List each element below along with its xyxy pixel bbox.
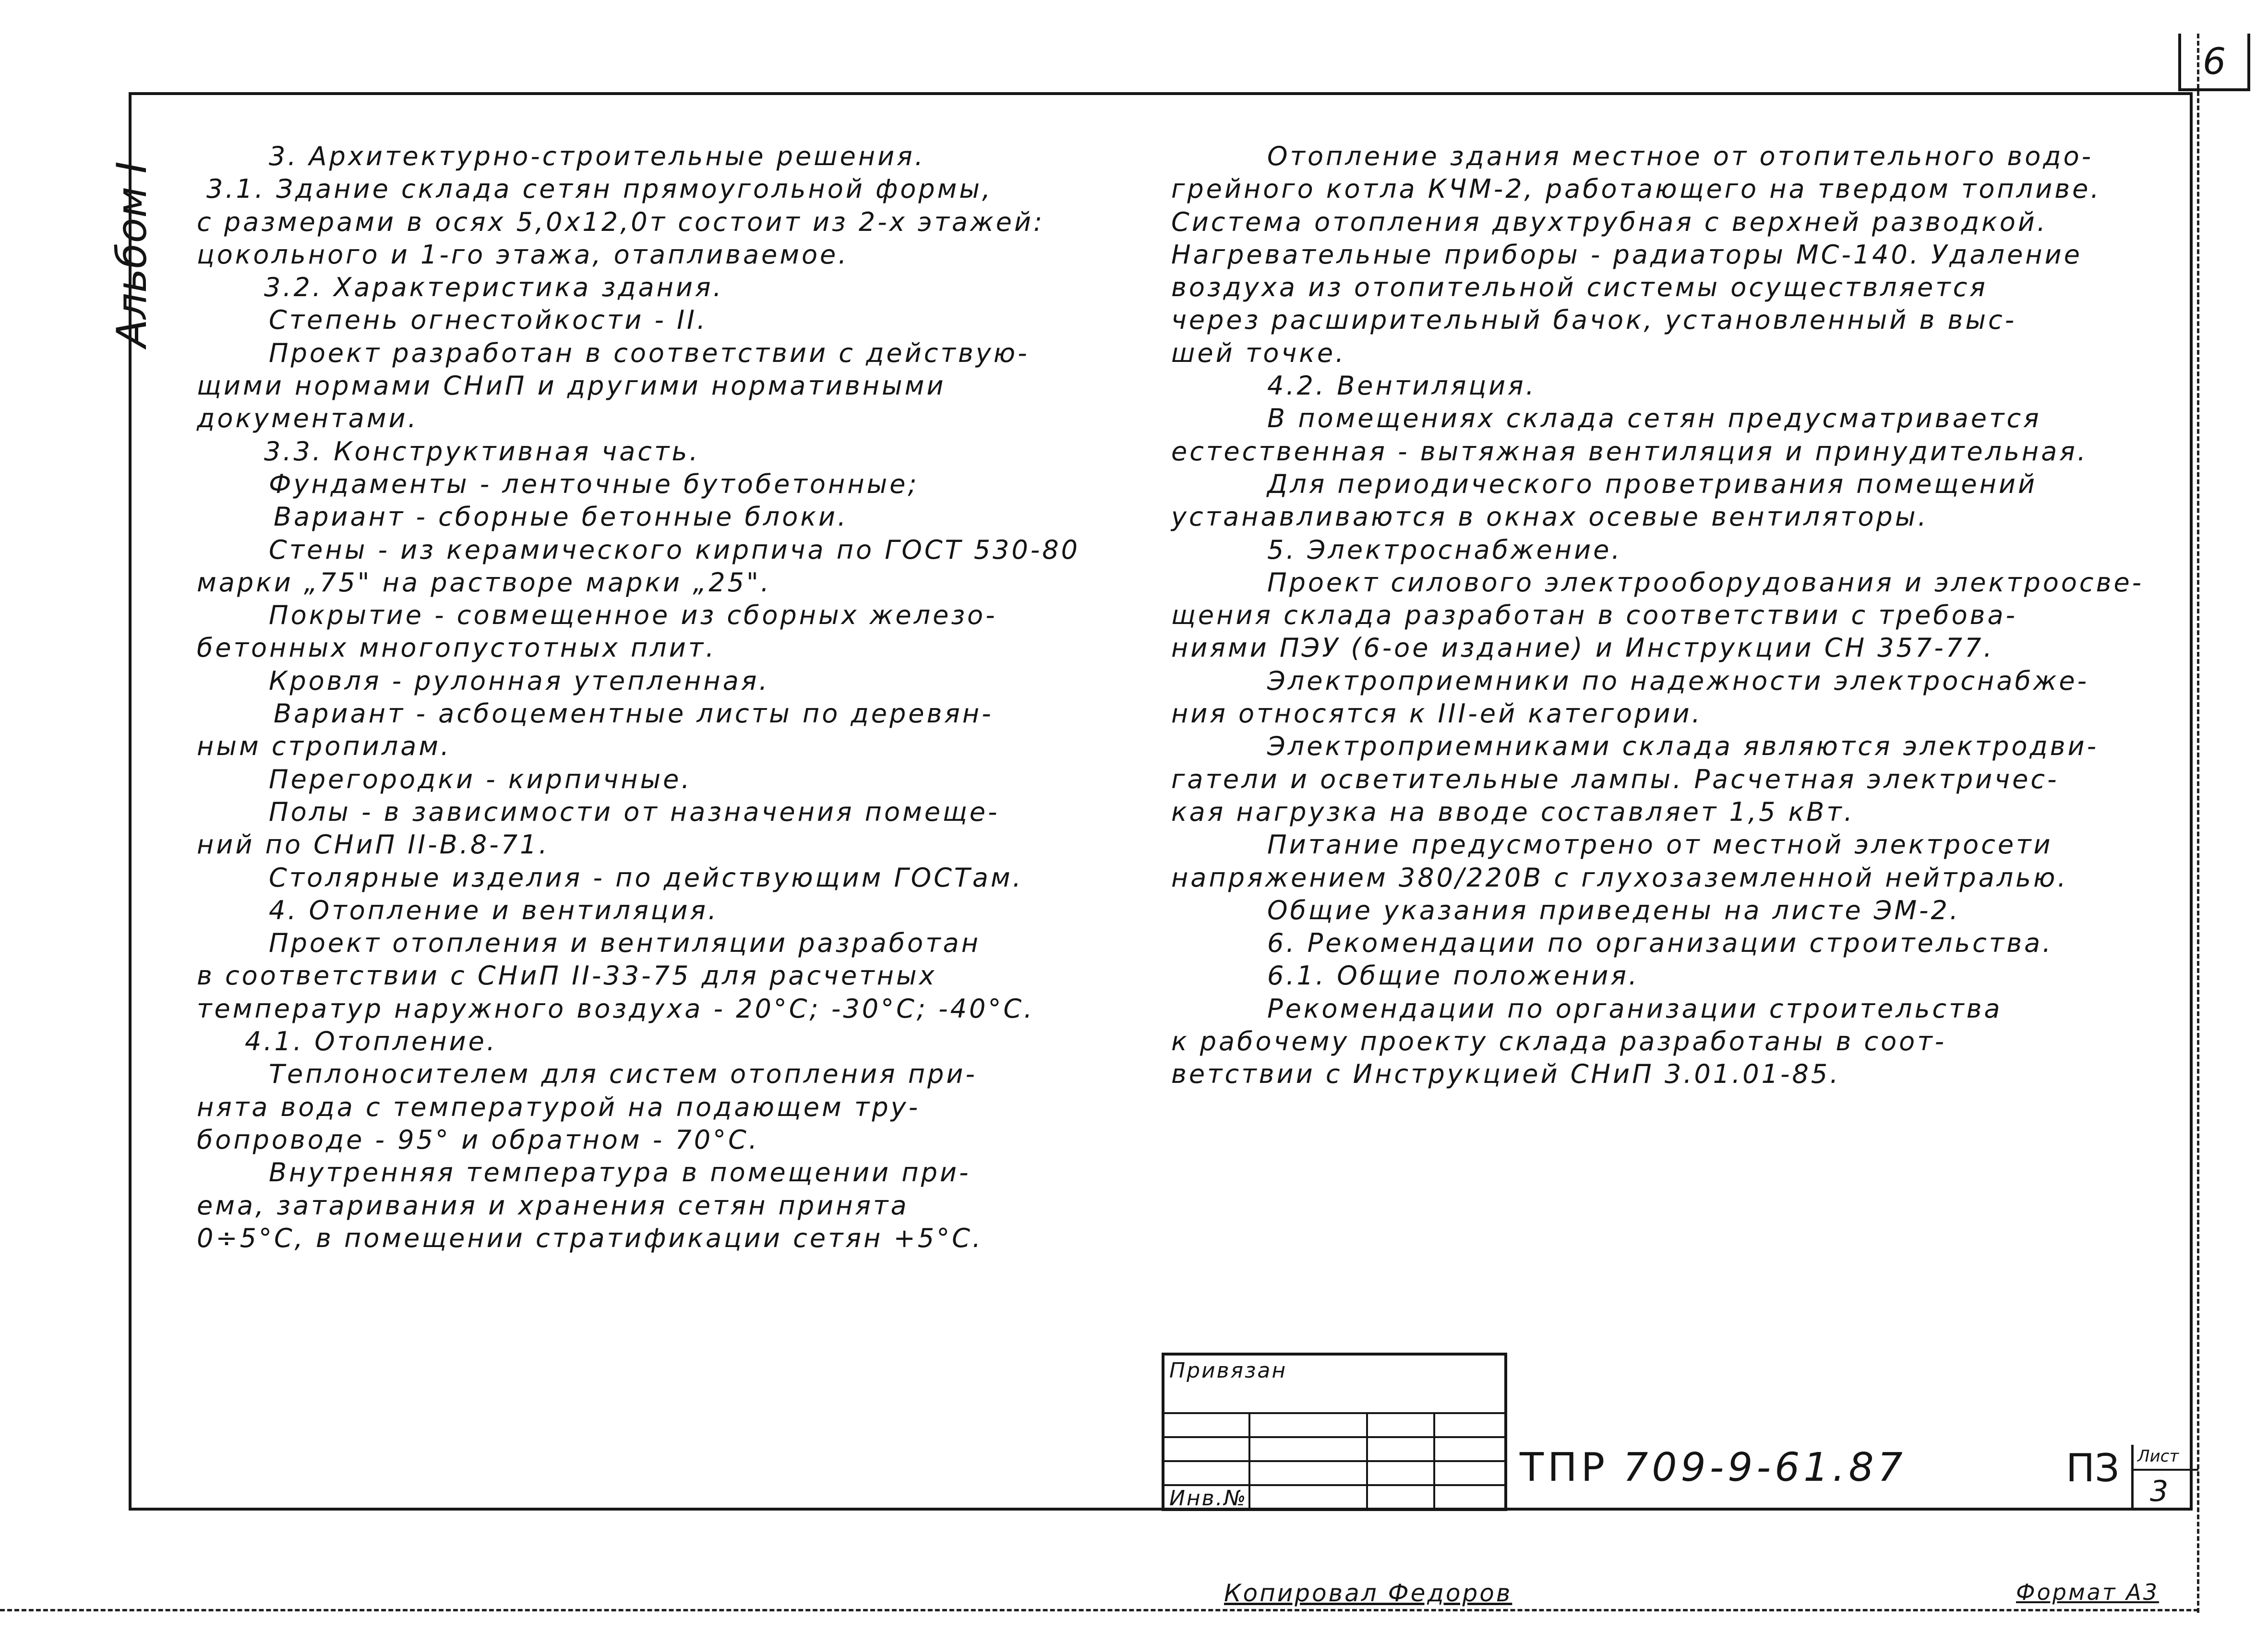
stamp-row-line: [1164, 1460, 1504, 1462]
text-line: 4. Отопление и вентиляция.: [269, 895, 719, 925]
text-line: 4.2. Вентиляция.: [1267, 371, 1536, 401]
text-line: 4.1. Отопление.: [245, 1026, 498, 1057]
paper-format: Формат А3: [2016, 1579, 2159, 1605]
text-line: Проект разработан в соответствии с действую-: [269, 337, 1030, 368]
text-line: цокольного и 1-го этажа, отапливаемое.: [197, 239, 849, 270]
text-line: Проект отопления и вентиляции разработан: [269, 928, 981, 959]
album-label: [110, 154, 154, 355]
text-line: щими нормами СНиП и другими нормативными: [197, 371, 946, 401]
text-line: шей точке.: [1171, 337, 1346, 368]
sheet-box-divider: [2134, 1469, 2198, 1471]
code-prefix: ТПР: [1520, 1445, 1609, 1490]
stamp-col-line: [1366, 1412, 1368, 1508]
stamp-row-line: [1164, 1436, 1504, 1438]
text-line: Покрытие - совмещенное из сборных железо-: [269, 600, 997, 631]
text-line: 3.1. Здание склада сетян прямоугольной формы,: [206, 174, 993, 204]
text-line: напряжением 380/220В с глухозаземленной нейтралью.: [1171, 862, 2068, 893]
text-line: естественная - вытяжная вентиляция и принудительная.: [1171, 436, 2088, 467]
sheet-number-box: [2131, 1445, 2198, 1511]
text-line: кая нагрузка на вводе составляет 1,5 кВт.: [1171, 796, 1855, 827]
text-line: Электроприемники по надежности электроснабже-: [1267, 665, 2089, 696]
text-line: щения склада разработан в соответствии с требова-: [1171, 600, 2018, 631]
text-line: Электроприемниками склада являются электродви-: [1267, 731, 2099, 762]
text-line: ветствии с Инструкцией СНиП 3.01.01-85.: [1171, 1059, 1841, 1090]
left-text-column: [197, 140, 1104, 1255]
text-line: Проект силового электрооборудования и электроосве-: [1267, 567, 2144, 598]
text-line: Общие указания приведены на листе ЭМ-2.: [1267, 895, 1961, 925]
text-line: устанавливаются в окнах осевые вентиляторы.: [1171, 502, 1929, 532]
text-line: бетонных многопустотных плит.: [197, 633, 717, 663]
right-text-column: [1171, 140, 2201, 1091]
text-line: через расширительный бачок, установленный в выс-: [1171, 305, 2017, 336]
text-line: Фундаменты - ленточные бутобетонные;: [269, 468, 919, 499]
stamp-col-line: [1248, 1412, 1250, 1508]
text-line: Полы - в зависимости от назначения помеще-: [269, 796, 1000, 827]
text-line: Перегородки - кирпичные.: [269, 764, 692, 794]
text-line: Вариант - сборные бетонные блоки.: [274, 502, 849, 532]
stamp-row-line: [1164, 1412, 1504, 1414]
text-line: Рекомендации по организации строительства: [1267, 993, 2003, 1024]
code-number: 709-9-61.87: [1623, 1445, 1907, 1490]
text-line: Отопление здания местное от отопительного водо-: [1267, 141, 2094, 171]
copied-by: Копировал Федоров: [1224, 1579, 1512, 1607]
document-code: [1520, 1445, 1907, 1490]
text-line: Питание предусмотрено от местной электросети: [1267, 829, 2053, 860]
text-line: к рабочему проекту склада разработаны в соот-: [1171, 1026, 1947, 1057]
text-line: воздуха из отопительной системы осуществляется: [1171, 272, 1988, 303]
binding-stamp: [1162, 1353, 1507, 1511]
text-line: Вариант - асбоцементные листы по деревян-: [274, 698, 994, 729]
inventory-label: Инв.№: [1169, 1486, 1248, 1511]
cut-line-bottom: [0, 1609, 2198, 1611]
text-line: 0÷5°С, в помещении стратификации сетян +5°С.: [197, 1223, 983, 1253]
text-line: 3.3. Конструктивная часть.: [264, 436, 700, 467]
album-text: Альбом I: [108, 161, 156, 348]
text-line: ниями ПЭУ (6-ое издание) и Инструкции СН 357-77.: [1171, 633, 1994, 663]
text-line: Степень огнестойкости - II.: [269, 305, 708, 336]
text-line: ным стропилам.: [197, 731, 452, 762]
text-line: 6. Рекомендации по организации строительства.: [1267, 928, 2053, 959]
page-number: 6: [2178, 34, 2250, 91]
text-line: ема, затаривания и хранения сетян принята: [197, 1190, 909, 1221]
text-line: Нагревательные приборы - радиаторы МС-140. Удаление: [1171, 239, 2082, 270]
text-line: гатели и осветительные лампы. Расчетная электричес-: [1171, 764, 2059, 794]
text-line: бопроводе - 95° и обратном - 70°С.: [197, 1124, 759, 1155]
text-line: Система отопления двухтрубная с верхней разводкой.: [1171, 206, 2048, 237]
text-line: 6.1. Общие положения.: [1267, 960, 1640, 991]
text-line: документами.: [197, 403, 419, 434]
text-line: в соответствии с СНиП II-33-75 для расчетных: [197, 960, 937, 991]
sheet-number: 3: [2150, 1475, 2169, 1508]
text-line: ния относятся к III-ей категории.: [1171, 698, 1703, 729]
text-line: с размерами в осях 5,0х12,0т состоит из 2-х этажей:: [197, 206, 1045, 237]
text-line: Столярные изделия - по действующим ГОСТам.: [269, 862, 1023, 893]
sheet-label: Лист: [2137, 1447, 2179, 1466]
text-line: 5. Электроснабжение.: [1267, 534, 1622, 565]
text-line: Внутренняя температура в помещении при-: [269, 1157, 971, 1188]
text-line: нята вода с температурой на подающем тру-: [197, 1092, 921, 1122]
text-line: 3. Архитектурно-строительные решения.: [269, 141, 925, 171]
text-line: Кровля - рулонная утепленная.: [269, 665, 770, 696]
text-line: ний по СНиП II-В.8-71.: [197, 829, 550, 860]
text-line: Теплоносителем для систем отопления при-: [269, 1059, 977, 1090]
text-line: грейного котла КЧМ-2, работающего на твердом топливе.: [1171, 174, 2101, 204]
text-line: 3.2. Характеристика здания.: [264, 272, 724, 303]
text-line: температур наружного воздуха - 20°С; -30°С; -40°С.: [197, 993, 1035, 1024]
text-line: марки „75" на растворе марки „25".: [197, 567, 771, 598]
text-line: Стены - из керамического кирпича по ГОСТ 530-80: [269, 534, 1080, 565]
text-line: В помещениях склада сетян предусматривается: [1267, 403, 2041, 434]
stamp-col-line: [1433, 1412, 1435, 1508]
text-line: Для периодического проветривания помещений: [1267, 468, 2038, 499]
section-code: ПЗ: [2066, 1446, 2120, 1490]
privyazan-label: Привязан: [1169, 1358, 1287, 1383]
